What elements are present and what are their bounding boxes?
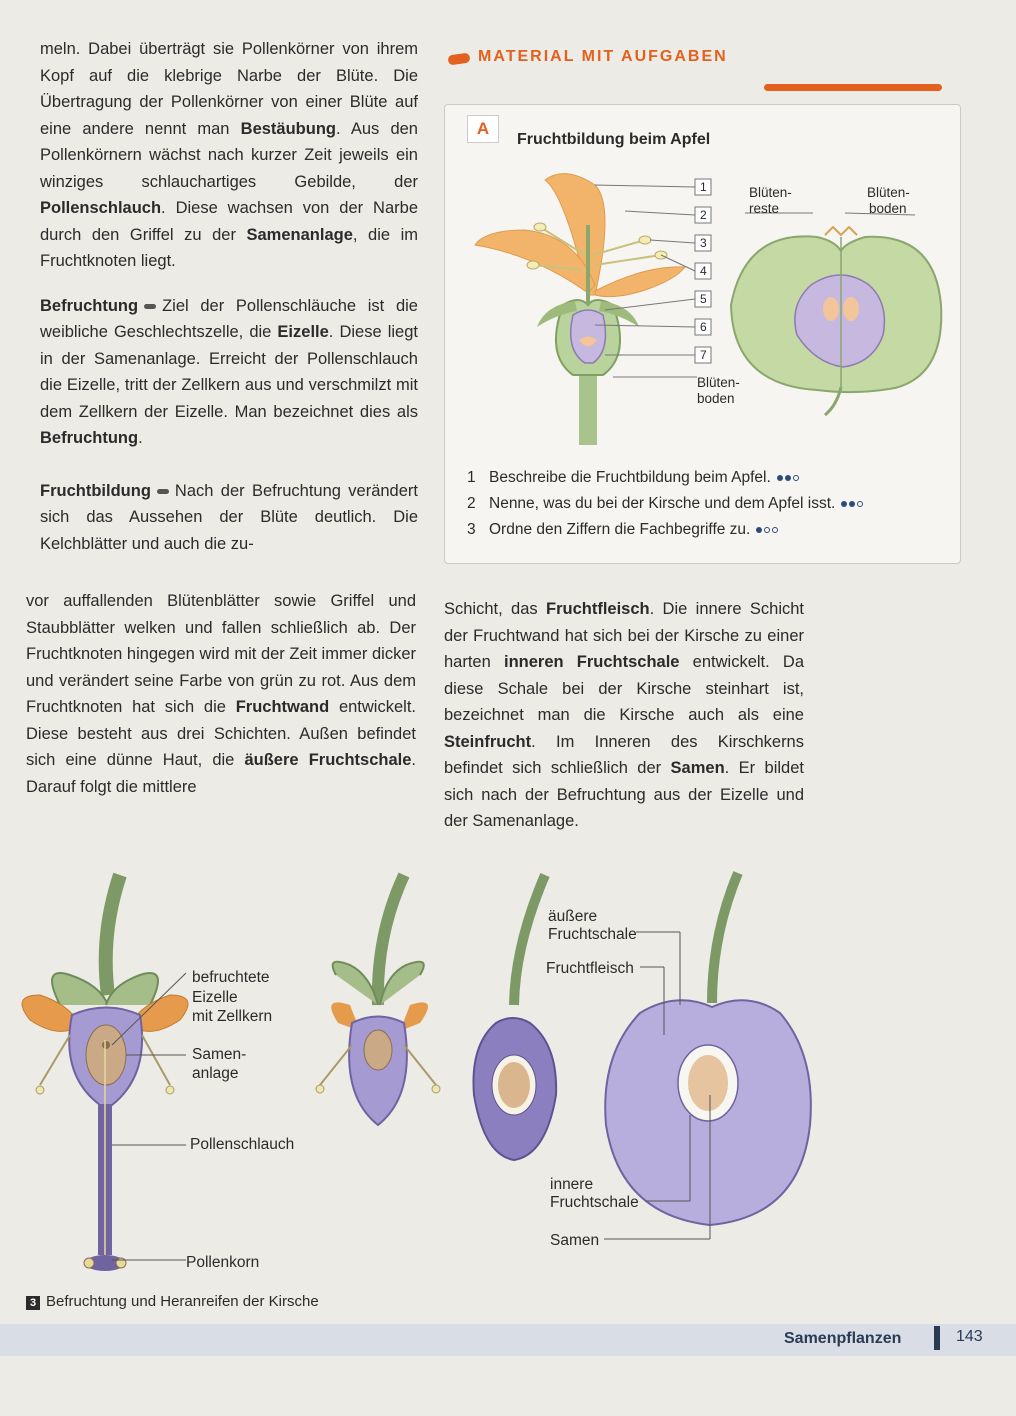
difficulty-dots-icon	[777, 465, 801, 491]
svg-text:Fruchtschale: Fruchtschale	[550, 1194, 639, 1211]
dash-icon	[144, 304, 156, 309]
svg-text:4: 4	[700, 264, 707, 278]
material-header	[444, 48, 944, 82]
svg-text:Blüten-: Blüten-	[867, 185, 910, 200]
svg-text:boden: boden	[869, 201, 907, 216]
left-text-column	[40, 36, 418, 557]
cherry-ovary-swelling-illustration	[316, 875, 440, 1125]
task-2: 2 Nenne, was du bei der Kirsche und dem Apfel isst.	[467, 491, 957, 517]
cherry-figure	[0, 855, 1016, 1295]
svg-text:Samen: Samen	[550, 1232, 600, 1249]
svg-text:3: 3	[700, 236, 707, 250]
svg-text:anlage: anlage	[192, 1065, 239, 1082]
apple-flower-illustration	[475, 174, 685, 445]
apple-diagram	[445, 105, 960, 455]
task-list	[467, 465, 957, 543]
paragraph-bestaeubung: meln. Dabei überträgt sie Pollenkörner von ihrem Kopf auf die klebrige Narbe der Blüte. Die Übertragung der Pollenkörner von einer Blüte auf eine andere nennt man Bestäubung. Aus den Pollenkörnern wächst nach kurzer Zeit jeweils ein winziges schlauchartiges Gebilde, der Pollenschlauch. Diese wachsen von der Narbe durch den Griffel zu der Samenanlage, die im Fruchtknoten liegt.	[40, 40, 418, 270]
difficulty-dots-icon	[756, 517, 780, 543]
heading-fruchtbildung: Fruchtbildung	[40, 481, 151, 500]
apple-cross-section-illustration	[731, 227, 941, 415]
cherry-flower-fertilised-illustration	[22, 875, 188, 1271]
svg-text:Eizelle: Eizelle	[192, 989, 238, 1006]
dash-icon	[157, 489, 169, 494]
task-3: 3 Ordne den Ziffern die Fachbegriffe zu.	[467, 517, 957, 543]
box-letter: A	[467, 115, 499, 143]
svg-text:Pollenkorn: Pollenkorn	[186, 1254, 260, 1271]
footer-section-title: Samenpflanzen	[784, 1330, 902, 1347]
material-title: MATERIAL MIT AUFGABEN	[478, 48, 728, 65]
page-number: 143	[956, 1328, 983, 1345]
svg-text:Blüten-: Blüten-	[697, 375, 740, 390]
wide-text-column: vor auffallenden Blütenblätter sowie Griffel und Staubblätter welken und fallen schließlich ab. Der Fruchtknoten hingegen wird mit der Zeit immer dicker und verändert seine Farbe von grün zu rot. Aus dem Fruchtknoten hat sich die Fruchtwand entwickelt. Diese besteht aus drei Schichten. Außen befindet sich eine dünne Haut, die äußere Fruchtschale. Darauf folgt die mittlere	[26, 592, 416, 796]
cherry-young-fruit-illustration	[473, 875, 556, 1160]
svg-text:innere: innere	[550, 1176, 594, 1193]
svg-text:Fruchtschale: Fruchtschale	[548, 926, 637, 943]
svg-text:Pollenschlauch: Pollenschlauch	[190, 1136, 295, 1153]
paragraph-fruchtbildung: Fruchtbildung Nach der Befruchtung verändert sich das Aussehen der Blüte deutlich. Die Kelchblätter und auch die zu-	[40, 481, 418, 553]
number-labels	[695, 179, 711, 363]
header-accent-icon	[447, 53, 470, 66]
svg-text:7: 7	[700, 348, 707, 362]
figure-number: 3	[26, 1296, 40, 1310]
box-title: Fruchtbildung beim Apfel	[517, 131, 711, 148]
task-1: 1 Beschreibe die Fruchtbildung beim Apfel.	[467, 465, 957, 491]
svg-text:äußere: äußere	[548, 908, 598, 925]
footer-divider	[934, 1326, 940, 1350]
svg-text:6: 6	[700, 320, 707, 334]
svg-text:5: 5	[700, 292, 707, 306]
difficulty-dots-icon	[841, 491, 865, 517]
svg-text:Fruchtfleisch: Fruchtfleisch	[546, 960, 634, 977]
svg-text:mit Zellkern: mit Zellkern	[192, 1008, 273, 1025]
svg-text:Samen-: Samen-	[192, 1046, 247, 1063]
svg-text:1: 1	[700, 180, 707, 194]
svg-text:reste: reste	[749, 201, 780, 216]
figure-caption: 3 Befruchtung und Heranreifen der Kirsche	[26, 1293, 319, 1310]
svg-text:befruchtete: befruchtete	[192, 969, 270, 986]
svg-text:2: 2	[700, 208, 707, 222]
header-rule	[764, 84, 942, 91]
svg-text:boden: boden	[697, 391, 735, 406]
paragraph-befruchtung: Befruchtung Ziel der Pollenschläuche ist die weibliche Geschlechtszelle, die Eizelle. Diese liegt in der Samenanlage. Erreicht der Pollenschlauch die Eizelle, tritt der Zellkern aus und verschmilzt mit dem Zellkern der Eizelle. Man bezeichnet dies als Befruchtung.	[40, 296, 418, 447]
material-box-a	[444, 104, 961, 564]
heading-befruchtung: Befruchtung	[40, 296, 139, 315]
svg-text:Blüten-: Blüten-	[749, 185, 792, 200]
right-text-column: Schicht, das Fruchtfleisch. Die innere Schicht der Fruchtwand hat sich bei der Kirsche zu einer harten inneren Fruchtschale entwickelt. Da diese Schale bei der Kirsche steinhart ist, bezeichnet man die Kirsche auch als eine Steinfrucht. Im Inneren des Kirschkerns befindet sich schließlich der Samen. Er bildet sich nach der Befruchtung aus der Eizelle und der Samenanlage.	[444, 600, 805, 830]
